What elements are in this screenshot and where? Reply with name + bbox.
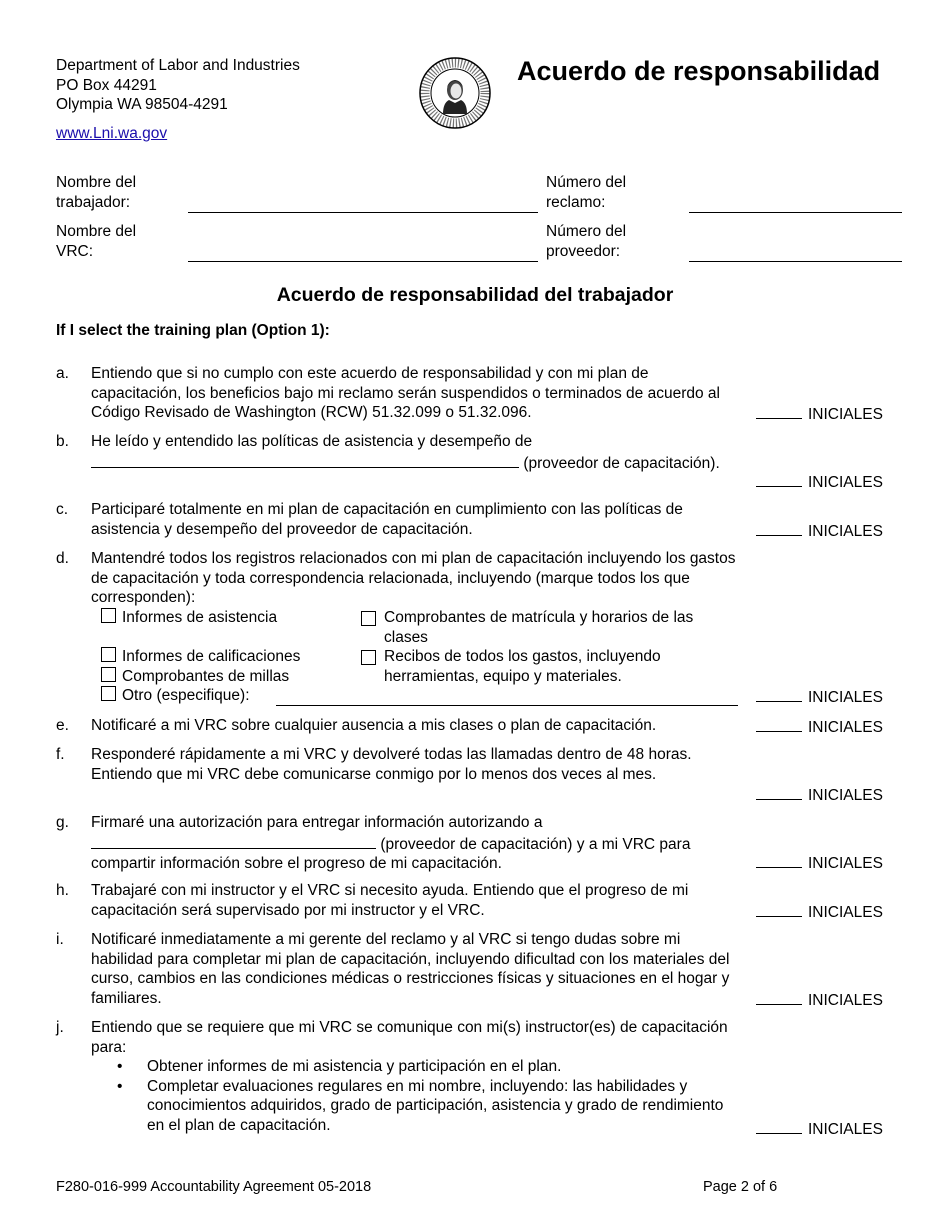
training-provider-field[interactable] [91,833,376,849]
item-letter: j. [56,1019,64,1036]
item-f [56,745,896,805]
item-i [56,930,896,1010]
checkbox-receipts[interactable]: Recibos de todos los gastos, incluyendo herramientas, equipo y materiales. [361,647,741,686]
item-letter: b. [56,433,69,450]
item-c [56,500,896,540]
checkbox-icon[interactable] [101,608,116,623]
vrc-name-label: Nombre del VRC: [56,223,137,260]
initials-field[interactable]: INICIALES [756,471,883,493]
provider-number-field[interactable] [689,261,902,262]
item-letter: f. [56,746,65,763]
item-text: Mantendré todos los registros relacionados con mi plan de capacitación incluyendo los gastos de capacitación y toda correspondencia relacionada, incluyendo (marque todos los que corresponden): [91,550,736,606]
initials-field[interactable]: INICIALES [756,989,883,1011]
item-b [56,432,896,492]
list-item: • Obtener informes de mi asistencia y participación en el plan. [91,1057,741,1077]
initials-field[interactable]: INICIALES [756,716,883,738]
item-letter: g. [56,814,69,831]
worker-name-label: Nombre del trabajador: [56,174,137,211]
initials-field[interactable]: INICIALES [756,901,883,923]
page-number: Page 2 of 6 [703,1179,778,1195]
list-item: • Completar evaluaciones regulares en mi nombre, incluyendo: las habilidades y conocimientos adquiridos, grado de participación, asistencia y grado de rendimiento en el plan de capacitación. [91,1077,741,1136]
checkbox-tuition[interactable]: Comprobantes de matrícula y horarios de las clases [361,608,741,647]
form-id: F280-016-999 Accountability Agreement 05-2018 [56,1179,372,1195]
item-text: Responderé rápidamente a mi VRC y devolveré todas las llamadas dentro de 48 horas. Entiendo que mi VRC debe comunicarse conmigo por lo menos dos veces al mes. [91,746,692,783]
checkbox-mileage[interactable]: Comprobantes de millas [101,667,289,687]
claim-number-label: Número del reclamo: [546,174,627,211]
agency-name: Department of Labor and Industries [56,57,300,74]
website-link[interactable]: www.Lni.wa.gov [56,125,168,142]
agency-city: Olympia WA 98504-4291 [56,96,228,113]
other-specify-field[interactable] [276,705,738,706]
item-text: Entiendo que si no cumplo con este acuerdo de responsabilidad y con mi plan de capacitación, los beneficios bajo mi reclamo serán suspendidos o terminados de acuerdo al Código Revisado de Washington (RCW) 51.32.099 o 51.32.096. [91,365,720,421]
initials-field[interactable]: INICIALES [756,403,883,425]
agency-address [56,56,300,115]
checkbox-icon[interactable] [361,611,376,626]
worker-name-field[interactable] [188,212,538,213]
item-text-after: (proveedor de capacitación). [523,454,720,472]
item-h [56,881,896,921]
item-text: Notificaré a mi VRC sobre cualquier ausencia a mis clases o plan de capacitación. [91,717,657,734]
document-title: Acuerdo de responsabilidad [517,56,881,86]
section-subtitle: If I select the training plan (Option 1): [56,322,330,339]
checkbox-icon[interactable] [101,667,116,682]
item-text: He leído y entendido las políticas de asistencia y desempeño de [91,433,533,450]
item-text: Trabajaré con mi instructor y el VRC si necesito ayuda. Entiendo que el progreso de mi capacitación será supervisado por mi instructor y el VRC. [91,882,689,919]
item-letter: h. [56,882,69,899]
provider-name-field[interactable] [91,452,519,468]
section-title: Acuerdo de responsabilidad del trabajador [276,284,674,306]
item-text: Notificaré inmediatamente a mi gerente del reclamo y al VRC si tengo dudas sobre mi habilidad para completar mi plan de capacitación, incluyendo dificultad con los materiales del curso, cambios en las condiciones médicas o restricciones físicas y situaciones en el hogar y familiares. [91,931,730,1007]
item-letter: d. [56,550,69,567]
item-d [56,549,896,709]
checkbox-icon[interactable] [101,647,116,662]
claim-number-field[interactable] [689,212,902,213]
checkbox-attendance[interactable]: Informes de asistencia [101,608,277,628]
item-e [56,716,896,738]
item-text: Firmaré una autorización para entregar información autorizando a [91,814,543,831]
checkbox-other[interactable]: Otro (especifique): [101,686,250,706]
item-letter: i. [56,931,64,948]
initials-field[interactable]: INICIALES [756,852,883,874]
initials-field[interactable]: INICIALES [756,520,883,542]
vrc-name-field[interactable] [188,261,538,262]
checkbox-icon[interactable] [361,650,376,665]
item-letter: c. [56,501,69,518]
initials-field[interactable]: INICIALES [756,1118,883,1140]
item-j [56,1018,896,1138]
item-letter: a. [56,365,69,382]
item-text: Entiendo que se requiere que mi VRC se comunique con mi(s) instructor(es) de capacitación para: [91,1019,728,1056]
item-a [56,364,896,424]
bullet-list [56,1057,741,1135]
item-text-after: compartir información sobre el progreso de mi capacitación. [91,855,502,872]
item-text: Participaré totalmente en mi plan de capacitación en cumplimiento con las políticas de asistencia y desempeño del proveedor de capacitación. [91,501,683,538]
item-letter: e. [56,717,69,734]
initials-field[interactable]: INICIALES [756,686,883,708]
initials-field[interactable]: INICIALES [756,784,883,806]
provider-number-label: Número del proveedor: [546,223,627,260]
checkbox-grades[interactable]: Informes de calificaciones [101,647,300,667]
agency-po-box: PO Box 44291 [56,76,157,94]
state-seal [419,57,491,129]
state-seal-icon [419,57,491,129]
checkbox-icon[interactable] [101,686,116,701]
item-g: g. Firmaré una autorización para entregar información autorizando a (proveedor de capacitación) y a mi VRC para compartir información sobre el progreso de mi capacitación. INICIALES [56,814,883,872]
